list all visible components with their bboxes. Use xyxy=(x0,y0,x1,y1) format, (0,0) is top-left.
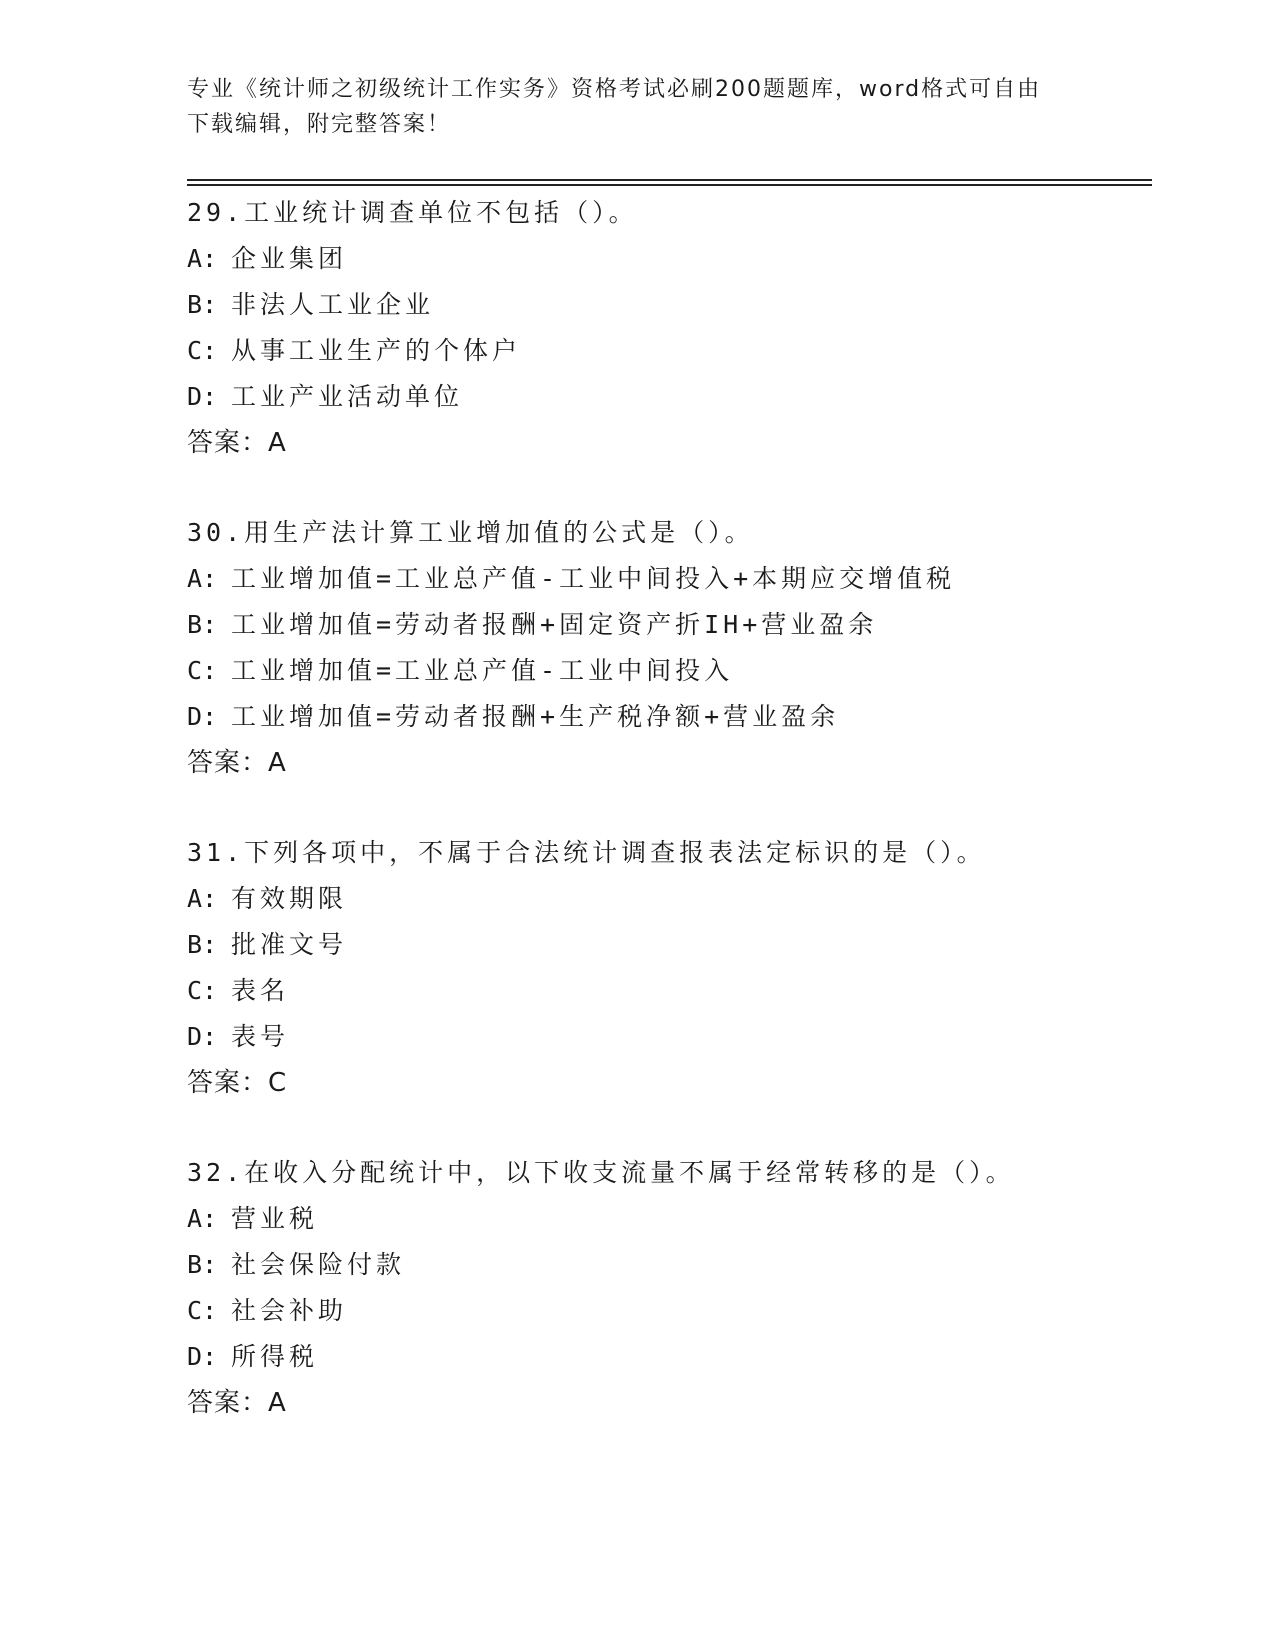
answer-line: 答案：C xyxy=(187,1068,288,1098)
option-a xyxy=(187,1196,1167,1242)
option-text: 社会保险付款 xyxy=(231,1250,406,1279)
document-header xyxy=(187,72,1087,142)
question-title: 31.下列各项中，不属于合法统计调查报表法定标识的是（）。 xyxy=(187,838,986,867)
option-d xyxy=(187,1014,1167,1060)
question-31 xyxy=(187,830,1167,1106)
option-b xyxy=(187,1242,1167,1288)
option-text: 工业增加值=工业总产值-工业中间投入 xyxy=(231,656,734,685)
option-text: 工业增加值=劳动者报酬+生产税净额+营业盈余 xyxy=(231,702,840,731)
question-title: 32.在收入分配统计中，以下收支流量不属于经常转移的是（）。 xyxy=(187,1158,1015,1187)
question-32 xyxy=(187,1150,1167,1426)
option-text: 工业产业活动单位 xyxy=(231,382,464,411)
answer-line: 答案：A xyxy=(187,428,287,458)
option-letter: C: xyxy=(187,336,218,365)
option-letter: D: xyxy=(187,382,218,411)
option-a xyxy=(187,876,1167,922)
option-letter: D: xyxy=(187,702,218,731)
option-text: 企业集团 xyxy=(231,244,348,273)
answer-line: 答案：A xyxy=(187,1388,287,1418)
option-letter: C: xyxy=(187,1296,218,1325)
option-d xyxy=(187,374,1167,420)
option-letter: A: xyxy=(187,884,218,913)
header-divider-bottom xyxy=(187,184,1152,186)
option-c xyxy=(187,1288,1167,1334)
question-30 xyxy=(187,510,1167,786)
header-line-1: 专业《统计师之初级统计工作实务》资格考试必刷200题题库，word格式可自由 xyxy=(187,77,1042,102)
option-letter: B: xyxy=(187,930,218,959)
option-text: 社会补助 xyxy=(231,1296,348,1325)
option-c xyxy=(187,968,1167,1014)
option-letter: A: xyxy=(187,564,218,593)
option-b xyxy=(187,922,1167,968)
option-text: 所得税 xyxy=(231,1342,319,1371)
header-line-2: 下载编辑，附完整答案！ xyxy=(187,112,452,137)
option-b xyxy=(187,602,1167,648)
option-a xyxy=(187,556,1167,602)
answer-line: 答案：A xyxy=(187,748,287,778)
option-text: 营业税 xyxy=(231,1204,319,1233)
option-letter: B: xyxy=(187,610,218,639)
option-text: 从事工业生产的个体户 xyxy=(231,336,522,365)
option-d xyxy=(187,1334,1167,1380)
option-b xyxy=(187,282,1167,328)
question-29 xyxy=(187,190,1167,466)
option-text: 批准文号 xyxy=(231,930,348,959)
option-letter: D: xyxy=(187,1022,218,1051)
question-title: 29.工业统计调查单位不包括（）。 xyxy=(187,198,638,227)
option-letter: A: xyxy=(187,244,218,273)
option-text: 工业增加值=劳动者报酬+固定资产折IH+营业盈余 xyxy=(231,610,878,639)
option-letter: A: xyxy=(187,1204,218,1233)
option-d xyxy=(187,694,1167,740)
option-text: 非法人工业企业 xyxy=(231,290,435,319)
option-letter: B: xyxy=(187,1250,218,1279)
option-text: 表号 xyxy=(231,1022,290,1051)
option-a xyxy=(187,236,1167,282)
option-letter: B: xyxy=(187,290,218,319)
option-c xyxy=(187,648,1167,694)
option-text: 有效期限 xyxy=(231,884,348,913)
option-letter: C: xyxy=(187,656,218,685)
option-text: 工业增加值=工业总产值-工业中间投入+本期应交增值税 xyxy=(231,564,956,593)
option-text: 表名 xyxy=(231,976,290,1005)
option-c xyxy=(187,328,1167,374)
question-title: 30.用生产法计算工业增加值的公式是（）。 xyxy=(187,518,754,547)
header-divider-top xyxy=(187,179,1152,181)
option-letter: D: xyxy=(187,1342,218,1371)
option-letter: C: xyxy=(187,976,218,1005)
